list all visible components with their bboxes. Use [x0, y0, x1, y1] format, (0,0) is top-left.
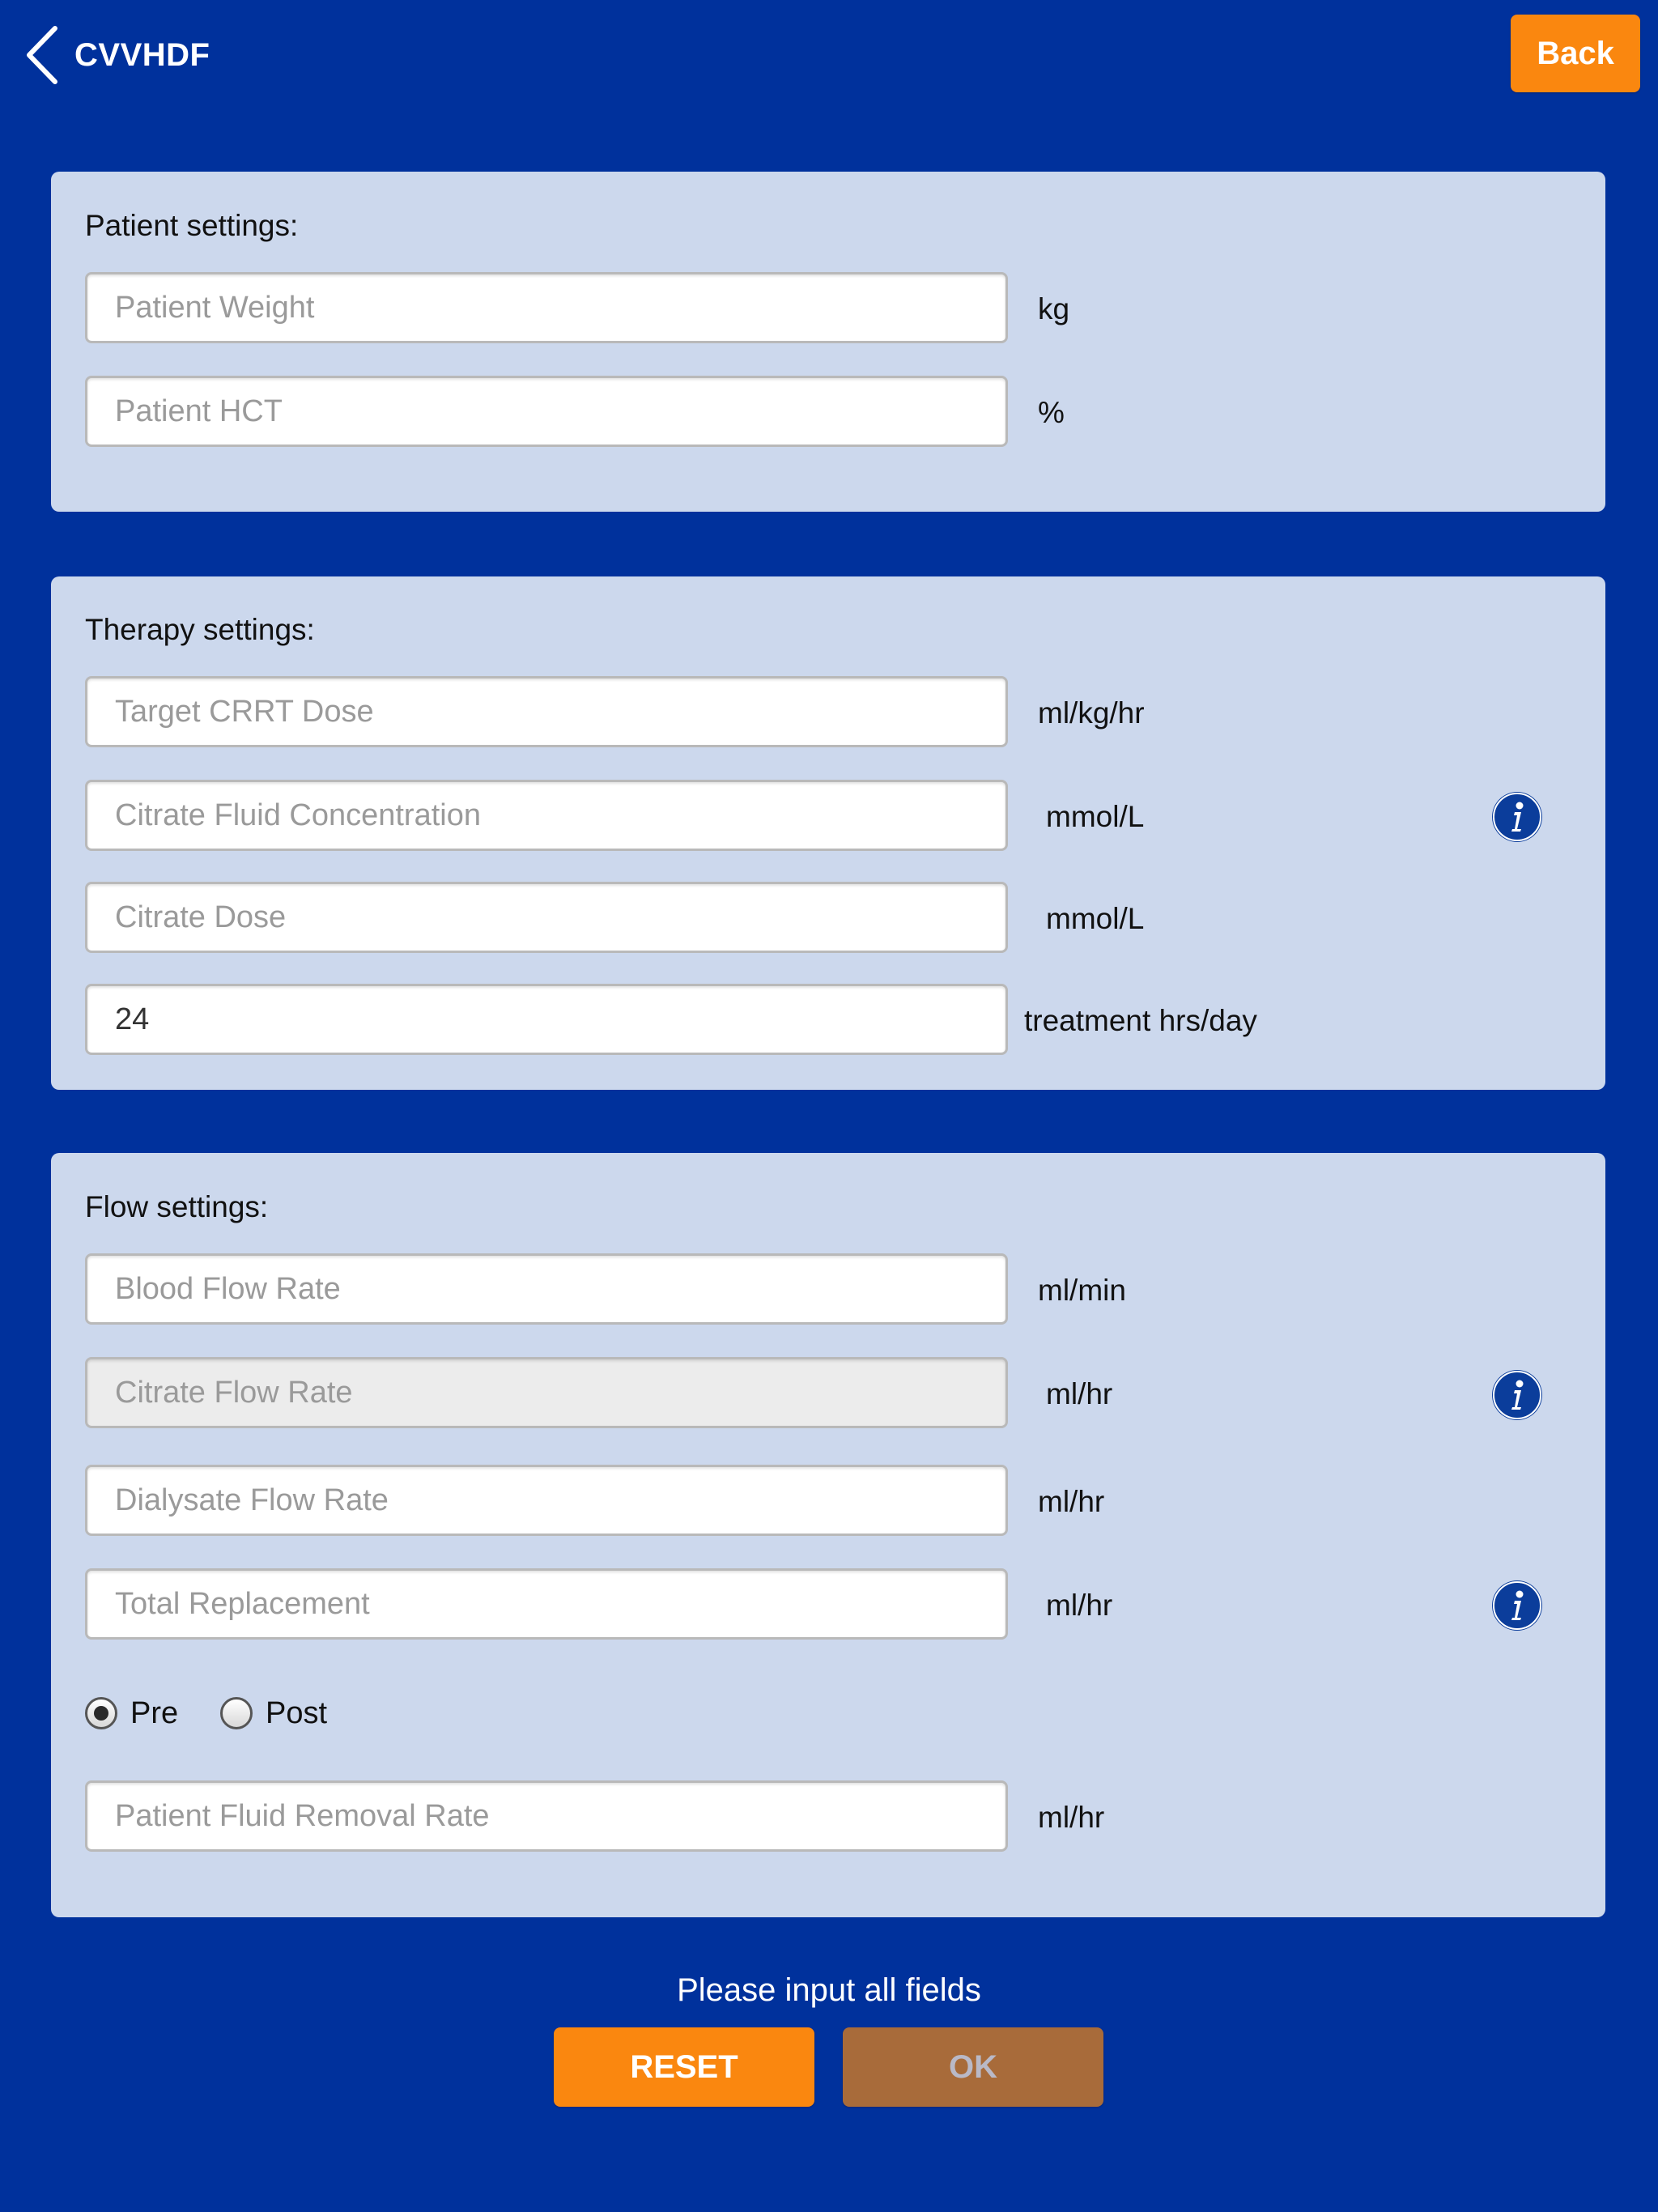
patient-hct-input[interactable] [85, 376, 1008, 447]
radio-post[interactable] [220, 1694, 327, 1733]
nav-back-link[interactable] [23, 16, 233, 94]
patient-hct-unit: % [1038, 396, 1065, 429]
patient-weight-unit: kg [1038, 292, 1070, 325]
citrate-dose-unit: mmol/L [1046, 902, 1145, 935]
patient-fluid-removal-rate-input[interactable] [85, 1780, 1008, 1852]
treatment-hours-unit: treatment hrs/day [1024, 1004, 1257, 1037]
citrate-dose-input[interactable] [85, 882, 1008, 953]
therapy-settings-title: Therapy settings: [85, 613, 315, 646]
info-circle-icon [1492, 1580, 1542, 1631]
radio-post-circle[interactable] [220, 1697, 253, 1729]
patient-fluid-removal-rate-unit: ml/hr [1038, 1801, 1105, 1834]
radio-pre-circle[interactable] [85, 1697, 117, 1729]
back-button[interactable]: Back [1511, 15, 1640, 92]
info-icon[interactable] [1492, 792, 1542, 842]
blood-flow-rate-input[interactable] [85, 1253, 1008, 1325]
citrate-fluid-concentration-input[interactable] [85, 780, 1008, 851]
dialysate-flow-rate-input[interactable] [85, 1465, 1008, 1536]
blood-flow-rate-unit: ml/min [1038, 1274, 1126, 1307]
radio-pre[interactable] [85, 1694, 178, 1733]
radio-post-label: Post [266, 1695, 328, 1730]
flow-settings-title: Flow settings: [85, 1190, 269, 1223]
info-icon[interactable] [1492, 1580, 1542, 1631]
reset-button[interactable]: RESET [554, 2027, 814, 2107]
page-title: CVVHDF [74, 36, 210, 73]
chevron-left-icon [23, 25, 62, 85]
target-crrt-dose-input[interactable] [85, 676, 1008, 747]
patient-weight-input[interactable] [85, 272, 1008, 343]
total-replacement-input[interactable] [85, 1568, 1008, 1640]
info-circle-icon [1492, 1370, 1542, 1420]
citrate-flow-rate-unit: ml/hr [1046, 1377, 1113, 1410]
target-crrt-dose-unit: ml/kg/hr [1038, 696, 1145, 730]
citrate-fluid-concentration-unit: mmol/L [1046, 800, 1145, 833]
ok-button[interactable]: OK [843, 2027, 1103, 2107]
validation-message: Please input all fields [677, 1972, 981, 2008]
dialysate-flow-rate-unit: ml/hr [1038, 1485, 1105, 1518]
total-replacement-unit: ml/hr [1046, 1589, 1113, 1622]
radio-pre-label: Pre [130, 1695, 179, 1730]
treatment-hours-input[interactable] [85, 984, 1008, 1055]
info-circle-icon [1492, 792, 1542, 842]
citrate-flow-rate-input [85, 1357, 1008, 1428]
patient-settings-title: Patient settings: [85, 209, 299, 242]
info-icon[interactable] [1492, 1370, 1542, 1420]
